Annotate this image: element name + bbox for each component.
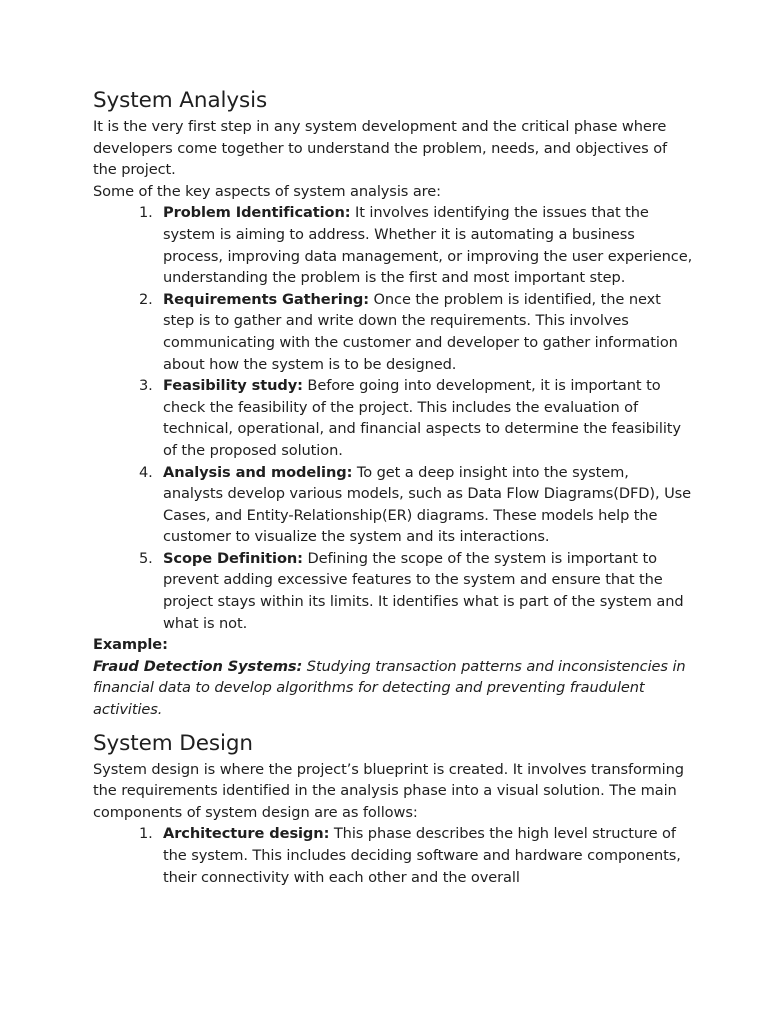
list-item: [93, 375, 693, 461]
example-term: Fraud Detection Systems:: [93, 657, 303, 675]
design-components-list: [93, 823, 693, 888]
document-page: [93, 86, 693, 888]
list-number: 1.: [139, 204, 153, 222]
list-item: [93, 462, 693, 548]
list-item-term: Scope Definition:: [163, 549, 303, 567]
list-item-term: Problem Identification:: [163, 204, 351, 222]
list-item-text: Once the problem is identified, the next step is to gather and write down the requirements. This involves communicating with the customer and developer to gather information about how the system is to be designed.: [163, 290, 678, 373]
example-label-text: Example:: [93, 636, 168, 654]
section-heading-system-analysis: System Analysis: [93, 88, 268, 113]
list-number: 3.: [139, 377, 153, 395]
example-paragraph: [93, 656, 693, 721]
list-item-text: This phase describes the high level structure of the system. This includes deciding software and hardware components, their connectivity with each other and the overall: [163, 825, 681, 886]
list-item-text: Defining the scope of the system is important to prevent adding excessive features to the system and ensure that the project stays within its limits. It identifies what is part of the system and what is not.: [163, 549, 684, 632]
list-number: 5.: [139, 549, 153, 567]
list-item: [93, 548, 693, 634]
list-item-term: Architecture design:: [163, 825, 330, 843]
analysis-lead: Some of the key aspects of system analysis are:: [93, 182, 441, 200]
list-item-term: Feasibility study:: [163, 377, 303, 395]
list-item: [93, 289, 693, 375]
list-number: 1.: [139, 825, 153, 843]
list-number: 4.: [139, 463, 153, 481]
list-item-term: Requirements Gathering:: [163, 290, 369, 308]
list-item-text: Before going into development, it is important to check the feasibility of the project. This includes the evaluation of technical, operational, and financial aspects to determine the feasibility of the proposed solution.: [163, 377, 681, 459]
analysis-aspects-list: [93, 202, 693, 634]
analysis-intro: It is the very first step in any system development and the critical phase where developers come together to understand the problem, needs, and objectives of the project.: [93, 118, 668, 179]
list-item-term: Analysis and modeling:: [163, 463, 353, 481]
design-intro: System design is where the project’s blueprint is created. It involves transforming the requirements identified in the analysis phase into a visual solution. The main components of system design are as follows:: [93, 760, 684, 821]
example-text: Studying transaction patterns and inconsistencies in financial data to develop algorithms for detecting and preventing fraudulent activities.: [93, 657, 686, 719]
list-item-text: To get a deep insight into the system, analysts develop various models, such as Data Flow Diagrams(DFD), Use Cases, and Entity-Relationship(ER) diagrams. These models help the customer to visualize the system and its interactions.: [163, 463, 692, 546]
list-number: 2.: [139, 290, 153, 308]
section-heading-system-design: System Design: [93, 730, 253, 756]
example-label: [93, 634, 693, 656]
list-item-text: It involves identifying the issues that the system is aiming to address. Whether it is automating a business process, improving data management, or improving the user experience, understanding the problem is the first and most important step.: [163, 204, 693, 287]
list-item: [93, 823, 693, 888]
list-item: [93, 202, 693, 288]
